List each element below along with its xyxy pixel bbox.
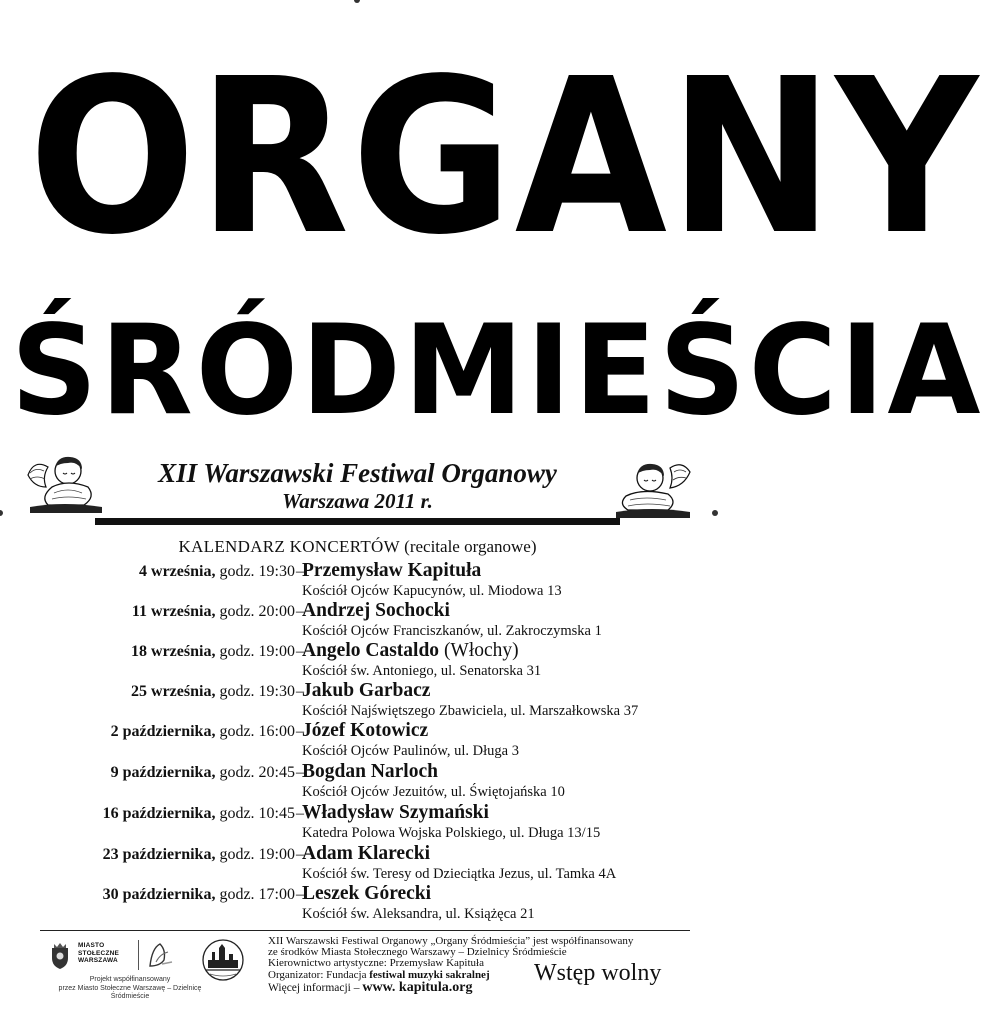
concert-dash: – bbox=[296, 603, 304, 620]
concert-dash: – bbox=[296, 563, 304, 580]
website-link[interactable]: www. kapitula.org bbox=[362, 980, 473, 995]
concert-date: 25 września, bbox=[131, 683, 216, 700]
concert-artist-name: Józef Kotowicz bbox=[302, 720, 429, 741]
calendar-heading-note: (recitale organowe) bbox=[404, 537, 537, 556]
footer-info-line-3: Kierownictwo artystyczne: Przemysław Kapituła bbox=[268, 957, 484, 970]
concert-artist-name: Bogdan Narloch bbox=[302, 761, 438, 782]
cofinance-line-2: przez Miasto Stołeczne Warszawę – Dzielnicę Śródmieście bbox=[58, 984, 202, 1000]
footer-divider bbox=[40, 930, 690, 931]
concert-dash: – bbox=[296, 643, 304, 660]
concert-entry-2 bbox=[0, 601, 715, 641]
concert-date: 30 października, bbox=[102, 886, 216, 903]
concert-date: 2 października, bbox=[110, 723, 216, 740]
concert-artist-name: Przemysław Kapituła bbox=[302, 560, 482, 581]
concert-venue: Kościół Ojców Jezuitów, ul. Świętojańska 10 bbox=[302, 784, 565, 800]
concert-datetime bbox=[103, 844, 295, 866]
concert-venue: Kościół Ojców Paulinów, ul. Długa 3 bbox=[302, 743, 519, 759]
concert-entry-6 bbox=[0, 762, 715, 802]
city-logo-line-3: WARSZAWA bbox=[78, 957, 118, 964]
concert-venue: Kościół Ojców Franciszkanów, ul. Zakroczymska 1 bbox=[302, 623, 602, 639]
concert-date: 11 września, bbox=[131, 603, 216, 620]
poster-title-line-2: ŚRÓDMIEŚCIA bbox=[10, 299, 983, 443]
concert-date: 16 października, bbox=[102, 805, 216, 822]
warsaw-city-name bbox=[78, 942, 119, 965]
concert-artist-name: Adam Klarecki bbox=[302, 843, 431, 864]
concert-datetime bbox=[139, 561, 295, 583]
concert-artist bbox=[302, 801, 489, 825]
concert-dash: – bbox=[296, 846, 304, 863]
concert-venue: Kościół Ojców Kapucynów, ul. Miodowa 13 bbox=[302, 583, 562, 599]
concert-artist-name: Jakub Garbacz bbox=[302, 680, 431, 701]
concert-artist bbox=[302, 882, 431, 906]
concert-time: godz. 19:30 bbox=[219, 683, 295, 700]
concert-dash: – bbox=[296, 805, 304, 822]
concert-entry-1 bbox=[0, 561, 715, 601]
concert-date: 4 września, bbox=[139, 563, 216, 580]
concert-dash: – bbox=[296, 886, 304, 903]
concert-time: godz. 10:45 bbox=[219, 805, 295, 822]
free-entry-text: Wstęp wolny bbox=[534, 960, 662, 986]
concert-venue: Kościół św. Aleksandra, ul. Książęca 21 bbox=[302, 906, 535, 922]
concert-artist bbox=[302, 599, 450, 623]
festival-place-year: Warszawa 2011 r. bbox=[282, 489, 433, 513]
concert-time: godz. 17:00 bbox=[219, 886, 295, 903]
concert-datetime bbox=[111, 721, 295, 743]
registration-mark-right bbox=[712, 510, 718, 516]
concert-artist-name: Władysław Szymański bbox=[302, 802, 489, 823]
concert-datetime bbox=[131, 641, 295, 663]
cofinance-line-1: Projekt współfinansowany bbox=[89, 976, 171, 983]
concert-venue: Kościół św. Antoniego, ul. Senatorska 31 bbox=[302, 663, 542, 679]
city-logo-line-2: STOŁECZNE bbox=[78, 949, 120, 957]
city-logo-line-1: MIASTO bbox=[78, 942, 105, 949]
header-divider bbox=[95, 518, 620, 525]
warsaw-crest-icon bbox=[48, 940, 72, 970]
concert-artist bbox=[302, 719, 428, 743]
concert-date: 9 października, bbox=[110, 764, 216, 781]
concert-date: 23 października, bbox=[102, 846, 216, 863]
warsaw-city-logo bbox=[48, 940, 218, 980]
concert-entry-3 bbox=[0, 641, 715, 681]
concert-dash: – bbox=[296, 764, 304, 781]
concert-artist-note: (Włochy) bbox=[443, 640, 519, 661]
concert-time: godz. 19:30 bbox=[219, 563, 295, 580]
concert-datetime bbox=[131, 681, 295, 703]
concert-artist bbox=[302, 760, 438, 784]
concert-datetime bbox=[103, 803, 295, 825]
concert-entry-7 bbox=[0, 803, 715, 843]
logo-separator bbox=[138, 940, 139, 970]
concert-time: godz. 19:00 bbox=[219, 643, 295, 660]
concert-artist bbox=[302, 842, 430, 866]
concert-time: godz. 20:45 bbox=[219, 764, 295, 781]
concert-venue: Katedra Polowa Wojska Polskiego, ul. Długa 13/15 bbox=[302, 825, 601, 841]
concert-entry-9 bbox=[0, 884, 715, 924]
concert-artist bbox=[302, 559, 481, 583]
concert-venue: Kościół Najświętszego Zbawiciela, ul. Marszałkowska 37 bbox=[302, 703, 639, 719]
footer-info-line-2: ze środków Miasta Stołecznego Warszawy – Dzielnicy Śródmieście bbox=[268, 946, 567, 959]
organizer-name: festiwal muzyki sakralnej bbox=[369, 968, 490, 981]
concert-artist bbox=[302, 639, 519, 663]
concert-datetime bbox=[103, 884, 295, 906]
footer-more-info bbox=[268, 980, 472, 996]
more-info-label: Więcej informacji – bbox=[268, 982, 360, 994]
calendar-heading-title: KALENDARZ KONCERTÓW bbox=[178, 537, 400, 556]
concert-time: godz. 16:00 bbox=[219, 723, 295, 740]
festival-name: XII Warszawski Festiwal Organowy bbox=[158, 458, 557, 488]
cofinance-note bbox=[40, 976, 220, 1002]
concert-entry-4 bbox=[0, 681, 715, 721]
concert-entry-8 bbox=[0, 844, 715, 884]
concert-dash: – bbox=[296, 683, 304, 700]
concert-artist bbox=[302, 679, 430, 703]
concert-date: 18 września, bbox=[131, 643, 216, 660]
footer-info-line-1: XII Warszawski Festiwal Organowy „Organy Śródmieścia” jest współfinansowany bbox=[268, 935, 634, 947]
concert-dash: – bbox=[296, 723, 304, 740]
district-logo-icon bbox=[146, 940, 174, 970]
concert-artist-name: Andrzej Sochocki bbox=[302, 600, 450, 621]
concert-artist-name: Angelo Castaldo bbox=[302, 640, 440, 661]
registration-mark-left bbox=[0, 510, 3, 516]
concert-entry-5 bbox=[0, 721, 715, 761]
concert-venue: Kościół św. Teresy od Dzieciątka Jezus, ul. Tamka 4A bbox=[302, 866, 617, 882]
registration-mark-top bbox=[354, 0, 360, 3]
concert-artist-name: Leszek Górecki bbox=[302, 883, 432, 904]
concert-time: godz. 20:00 bbox=[219, 603, 295, 620]
concert-datetime bbox=[111, 762, 295, 784]
concert-datetime bbox=[132, 601, 295, 623]
poster-title-line-1: ORGANY bbox=[28, 33, 980, 282]
concert-time: godz. 19:00 bbox=[219, 846, 295, 863]
festival-logo-icon bbox=[198, 938, 248, 982]
organizer-label: Organizator: Fundacja bbox=[268, 968, 367, 981]
calendar-heading bbox=[0, 537, 715, 557]
